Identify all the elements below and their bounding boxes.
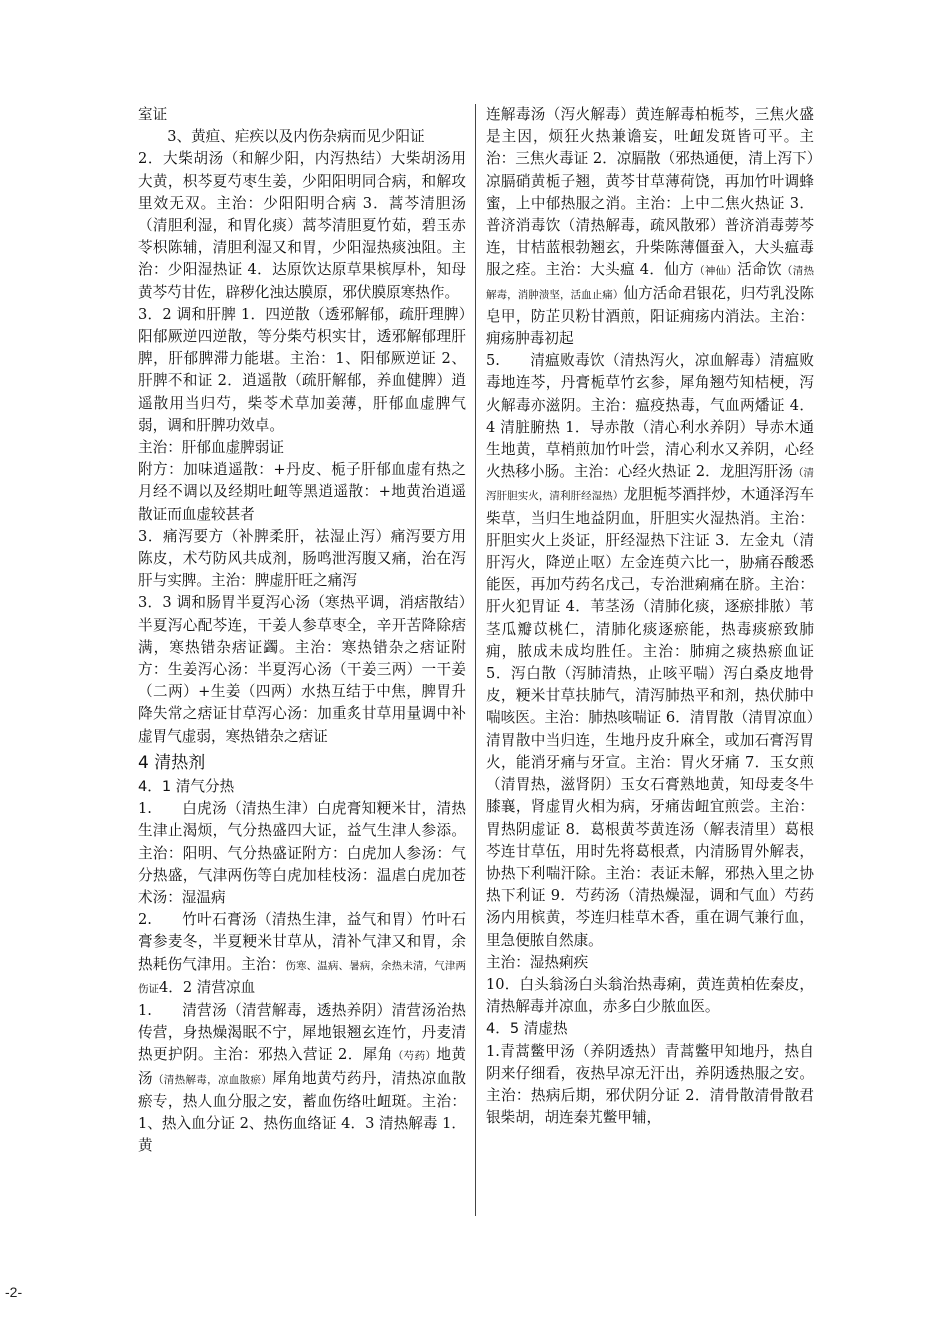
text-run: 1. 清营汤（清营解毒，透热养阴）清营汤治热传营，身热燥渴眠不宁，犀地银翘玄连竹，丹麦清热更护阴。主治：邪热入营证 2．犀角	[138, 1001, 466, 1064]
paragraph: 2．大柴胡汤（和解少阳，内泻热结）大柴胡汤用大黄，枳芩夏芍枣生姜，少阳阳明同合病，和解攻里效无双。主治：少阳阳明合病 3．蒿芩清胆汤（清胆利湿，和胃化痰）蒿芩清胆夏竹茹，碧玉赤苓枳陈辅，清胆利湿又和胃，少阳湿热痰浊阻。主治：少阳湿热证 4．达原饮达原草果槟厚朴，知母黄芩芍甘佐，辟秽化浊达膜原，邪伏膜原寒热作。	[138, 150, 466, 301]
text-run: 连解毒汤（泻火解毒）黄连解毒柏栀芩，三焦火盛是主因，烦狂火热兼谵妄，吐衄发斑皆可平。主治：三焦火毒证 2．凉膈散（邪热通便，清上泻下）凉膈硝黄栀子翘，黄芩甘草薄荷饶，再加竹叶调蜂蜜，上中郁热服之消。主治：上中二焦火热证 3．普济消毒饮（清热解毒，疏风散邪）普济消毒蒡芩连，甘桔蓝根勃翘玄，升柴陈薄僵蚕入，大头瘟毒服之痊。主治：大头瘟 4．仙方	[486, 106, 814, 279]
paragraph: 1. 白虎汤（清热生津）白虎膏知粳米甘，清热生津止渴烦，气分热盛四大证，益气生津人参添。主治：阳明、气分热盛证附方：白虎加人参汤：气分热盛，气津两伤等白虎加桂枝汤：温虐白虎加苍术汤：湿温病	[138, 800, 466, 906]
text-run: 2. 竹叶石膏汤（清热生津，益气和胃）竹叶石膏参麦冬，半夏粳米甘草从，清补气津又和胃，余热耗伤气津用。主治：	[138, 911, 466, 973]
left-column	[138, 104, 466, 1157]
paragraph: 3、黄疸、疟疾以及内伤杂病而见少阳证	[138, 128, 425, 146]
text-run-small: （清热解毒，消肿溃坚，活血止痛）	[486, 265, 815, 301]
paragraph: 1.青蒿鳖甲汤（养阴透热）青蒿鳖甲知地丹，热自阴来仔细看，夜热早凉无汗出，养阴透热服之安。主治：热病后期，邪伏阴分证 2．清骨散清骨散君银柴胡，胡连秦艽鳖甲辅，	[486, 1042, 814, 1127]
page-number: -2-	[5, 1284, 23, 1300]
paragraph: 主治：湿热痢疾	[486, 953, 589, 971]
paragraph: 附方：加味逍遥散：+丹皮、栀子肝郁血虚有热之月经不调以及经期吐衄等黑逍遥散：+地黄治逍遥散证而血虚较甚者	[138, 461, 466, 523]
text-run-small: （清热解毒，凉血散瘀）	[152, 1073, 273, 1086]
paragraph	[486, 104, 814, 350]
column-divider	[475, 104, 476, 1216]
text-run: 地黄汤	[138, 1046, 466, 1087]
subsection-heading: 4．5 清虚热	[486, 1020, 568, 1038]
text-run: 犀角地黄芍药丹，清热凉血散瘀专，热人血分服之安，蓄血伤络吐衄斑。主治：1、热入血分证 2、热伤血络证 4．3 清热解毒 1．黄	[138, 1069, 466, 1155]
paragraph	[486, 350, 814, 951]
text-run: 活命饮	[737, 261, 782, 279]
right-column	[486, 104, 814, 1129]
paragraph: 3．3 调和肠胃半夏泻心汤（寒热平调，消痞散结）半夏泻心配芩连，干姜人参草枣全，辛开苦降除痞满，寒热错杂痞证蠲。主治：寒热错杂之痞证附方：生姜泻心汤：半夏泻心汤（干姜三两）一干姜（二两）+生姜（四两）水热互结于中焦，脾胃升降失常之痞证甘草泻心汤：加重炙甘草用量调中补虚胃气虚弱，寒热错杂之痞证	[138, 594, 466, 745]
paragraph: 3．痛泻要方（补脾柔肝，祛湿止泻）痛泻要方用陈皮，术芍防风共成剂，肠鸣泄泻腹又痛，治在泻肝与实脾。主治：脾虚肝旺之痛泻	[138, 527, 466, 590]
text-run-small: （神仙）	[694, 265, 738, 278]
paragraph: 主治：肝郁血虚脾弱证	[138, 439, 284, 457]
text-run: 仙方活命君银花，归芍乳没陈皂甲，防芷贝粉甘酒煎，阳证痈疡内消法。主治：痈疡肿毒初起	[486, 284, 814, 348]
text-run: 5. 清瘟败毒饮（清热泻火，凉血解毒）清瘟败毒地连芩，丹膏栀草竹玄参，犀角翘芍知桔梗，泻火解毒亦滋阴。主治：瘟疫热毒，气血两燔证 4．4 清脏腑热 1．导赤散（清心利水养阴）导赤木通生地黄，草梢煎加竹叶尝，清心利水又养阴，心经火热移小肠。主治：心经火热证 2．龙胆泻肝汤	[486, 352, 814, 481]
section-heading: 4 清热剂	[138, 752, 206, 773]
text-run-small: （清泻肝胆实火，清利肝经湿热）	[486, 467, 814, 503]
text-run-small: （芍药）	[392, 1050, 437, 1063]
text-run: 龙胆栀芩酒拌炒，木通泽泻车柴草，当归生地益阴血，肝胆实火湿热消。主治：肝胆实火上炎证，肝经湿热下注证 3．左金丸（清肝泻火，降逆止呕）左金连萸六比一，胁痛吞酸悉能医，再加芍药名戊己，专治泄痢痛在脐。主治：肝火犯胃证 4．苇茎汤（清肺化痰，逐瘀排脓）苇茎瓜瓣苡桃仁，清肺化痰逐瘀能，热毒痰瘀致肺痈，脓成未成均胜任。主治：肺痈之痰热瘀血证 5．泻白散（泻肺清热，止咳平喘）泻白桑皮地骨皮，粳米甘草扶肺气，清泻肺热平和剂，热伏肺中喘咳医。主治：肺热咳喘证 6．清胃散（清胃凉血）清胃散中当归连，生地丹皮升麻全，或加石膏泻胃火，能消牙痛与牙宣。主治：胃火牙痛 7．玉女煎（清胃热，滋肾阴）玉女石膏熟地黄，知母麦冬牛膝襄，肾虚胃火相为病，牙痛齿衄宜煎尝。主治：胃热阴虚证 8．葛根黄芩黄连汤（解表清里）葛根芩连甘草伍，用时先将葛根煮，内清肠胃外解表，协热下利喘汗除。主治：表证未解，邪热入里之协热下利证 9．芍药汤（清热燥湿，调和气血）芍药汤内用槟黄，芩连归桂草木香，重在调气兼行血，里急便脓自然康。	[486, 486, 814, 949]
paragraph	[138, 909, 466, 1000]
text-run-small: 伤寒、温病、暑病，余热未清，气津两伤证	[138, 959, 466, 995]
subsection-heading: 4．1 清气分热	[138, 777, 235, 795]
paragraph: 室证	[138, 106, 168, 123]
paragraph	[138, 1000, 466, 1157]
paragraph: 3．2 调和肝脾 1．四逆散（透邪解郁，疏肝理脾）阳郁厥逆四逆散，等分柴芍枳实甘，透邪解郁理肝脾，肝郁脾滞力能堪。主治：1、阳郁厥逆证 2、肝脾不和证 2．逍遥散（疏肝解郁，养血健脾）逍遥散用当归芍，柴苓术草加姜薄，肝郁血虚脾气弱，调和肝脾功效卓。	[138, 305, 466, 434]
paragraph: 10．白头翁汤白头翁治热毒痢，黄连黄柏佐秦皮，清热解毒并凉血，赤多白少脓血医。	[486, 975, 814, 1016]
text-run: 4．2 清营凉血	[159, 978, 256, 996]
